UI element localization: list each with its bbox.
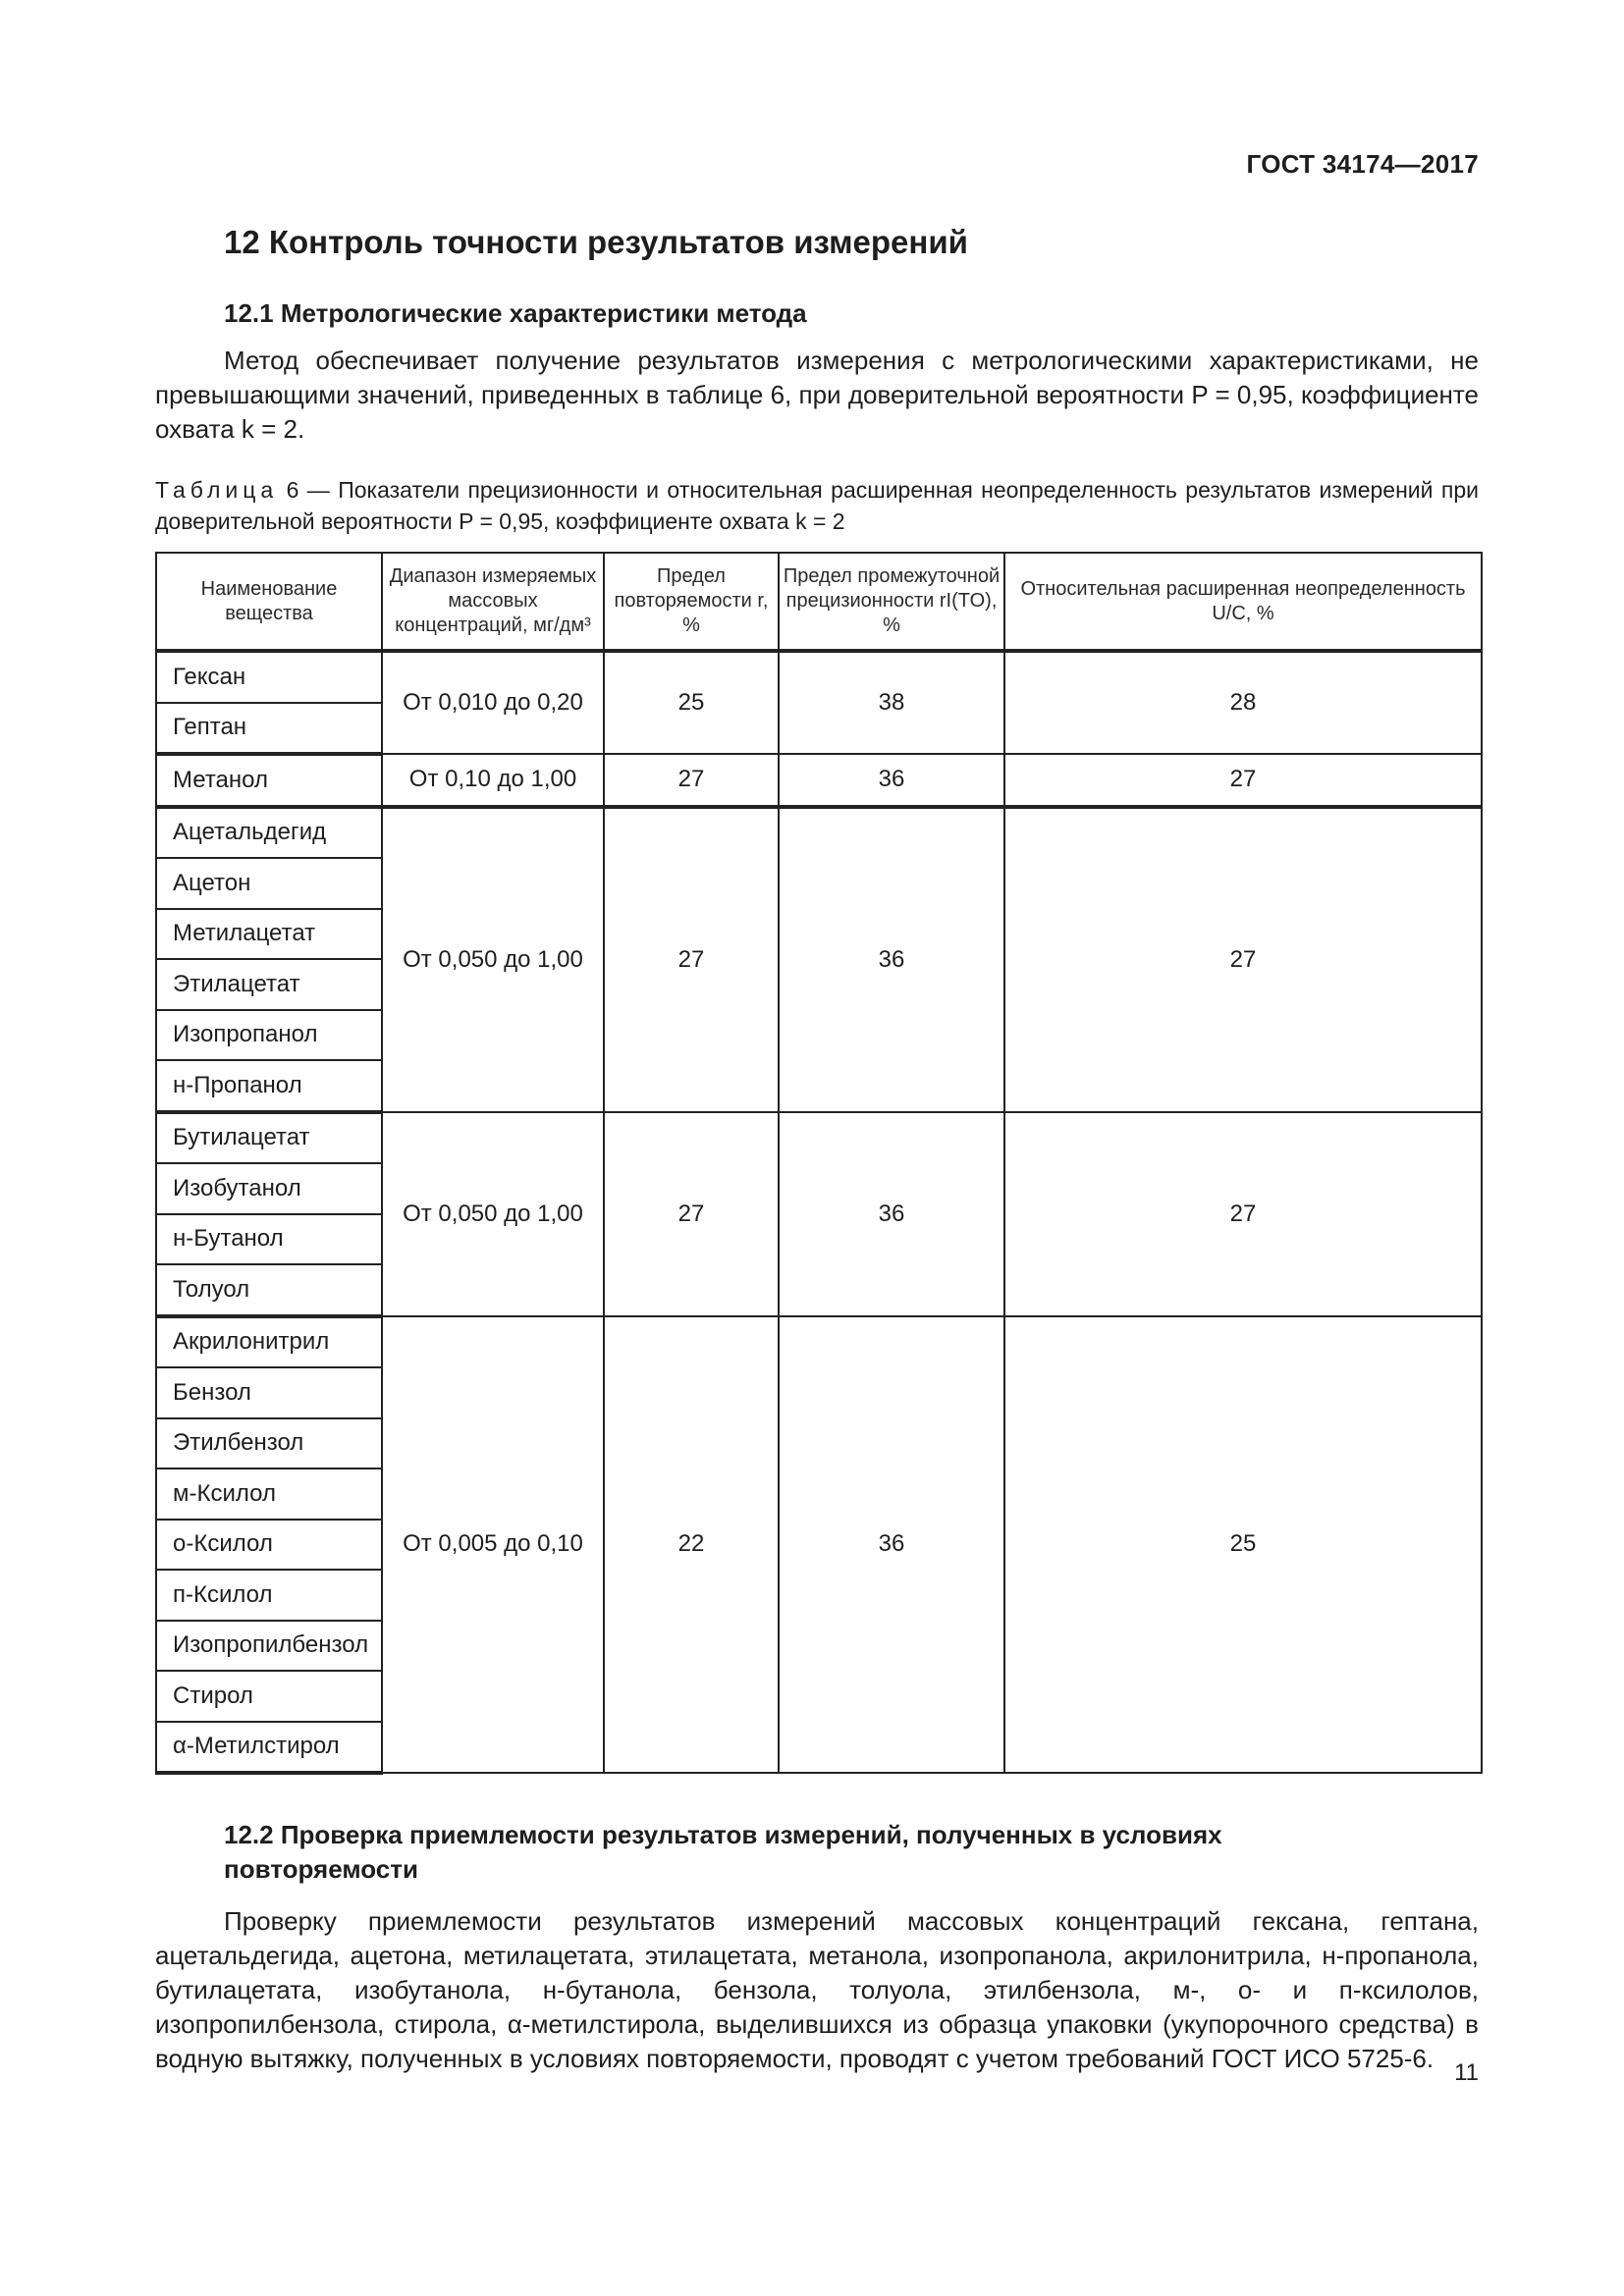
header-substance: Наименование вещества: [156, 553, 382, 651]
table-row: [156, 807, 1482, 859]
table-row: [156, 1316, 1482, 1368]
paragraph-text: Проверку приемлемости результатов измерений массовых концентраций гексана, гептана, ацетальдегида, ацетона, метилацетата, этилацетата, метанола, изопропанола, акрилонитрила, н-пропанола, бутилацетата, изобутанола, н-бутанола, бензола, толуола, этилбензола, м-, о- и п-ксилолов, изопропилбензола, стирола, α-метилстирола, выделившихся из образца упаковки (укупорочного средства) в водную вытяжку, полученных в условиях повторяемости, проводят с учетом требований ГОСТ ИСО 5725-6.: [155, 1906, 1479, 2073]
substance-name: Метанол: [156, 754, 382, 807]
substance-name: Этилбензол: [156, 1418, 382, 1469]
paragraph-acceptability: [155, 1904, 1479, 2076]
document-code: ГОСТ 34174—2017: [1246, 149, 1479, 179]
substance-name: н-Бутанол: [156, 1214, 382, 1265]
substance-name: Стирол: [156, 1671, 382, 1722]
intermediate-precision-cell: 36: [779, 807, 1004, 1112]
substance-name: Гексан: [156, 651, 382, 703]
header-intermediate-precision: Предел промежуточной прецизионности rI(TO), %: [779, 553, 1004, 651]
header-range: Диапазон измеряемых массовых концентраций, мг/дм³: [382, 553, 604, 651]
table-header-row: [156, 553, 1482, 651]
table-row: [156, 754, 1482, 807]
table-row: [156, 651, 1482, 703]
range-cell: От 0,050 до 1,00: [382, 1112, 604, 1316]
substance-name: Изопропанол: [156, 1010, 382, 1061]
uncertainty-cell: 27: [1004, 1112, 1482, 1316]
substance-name: Бутилацетат: [156, 1112, 382, 1164]
table-caption-text: 6 — Показатели прецизионности и относительная расширенная неопределенность результатов измерений при доверительной вероятности P = 0,95, коэффициенте охвата k = 2: [155, 477, 1479, 534]
uncertainty-cell: 27: [1004, 807, 1482, 1112]
substance-name: Толуол: [156, 1264, 382, 1316]
repeatability-cell: 25: [604, 651, 779, 754]
substance-name: Метилацетат: [156, 909, 382, 960]
table-row: [156, 1112, 1482, 1164]
substance-name: Этилацетат: [156, 959, 382, 1010]
header-repeatability: Предел повторяемости r, %: [604, 553, 779, 651]
precision-table: [155, 552, 1483, 1775]
range-cell: От 0,10 до 1,00: [382, 754, 604, 807]
paragraph-text: Метод обеспечивает получение результатов измерения с метрологическими характеристиками, не превышающими значений, приведенных в таблице 6, при доверительной вероятности P = 0,95, коэффициенте охвата k = 2.: [155, 346, 1479, 444]
substance-name: Ацетон: [156, 858, 382, 909]
intermediate-precision-cell: 38: [779, 651, 1004, 754]
uncertainty-cell: 28: [1004, 651, 1482, 754]
repeatability-cell: 27: [604, 807, 779, 1112]
substance-name: Ацетальдегид: [156, 807, 382, 859]
uncertainty-cell: 27: [1004, 754, 1482, 807]
substance-name: о-Ксилол: [156, 1520, 382, 1571]
range-cell: От 0,050 до 1,00: [382, 807, 604, 1112]
table-caption-label: Таблица: [155, 477, 279, 503]
substance-name: Изобутанол: [156, 1163, 382, 1214]
substance-name: м-Ксилол: [156, 1468, 382, 1520]
substance-name: Акрилонитрил: [156, 1316, 382, 1368]
section-title: 12 Контроль точности результатов измерений: [224, 224, 968, 260]
substance-name: Изопропилбензол: [156, 1621, 382, 1672]
subsection-title-12-2: 12.2 Проверка приемлемости результатов измерений, полученных в условиях повторяемости: [224, 1820, 1222, 1884]
page-number: 11: [1454, 2059, 1479, 2086]
range-cell: От 0,010 до 0,20: [382, 651, 604, 754]
substance-name: н-Пропанол: [156, 1060, 382, 1112]
intermediate-precision-cell: 36: [779, 1316, 1004, 1774]
table-body: [156, 651, 1482, 1773]
substance-name: Гептан: [156, 703, 382, 755]
uncertainty-cell: 25: [1004, 1316, 1482, 1774]
range-cell: От 0,005 до 0,10: [382, 1316, 604, 1774]
table-caption: [155, 474, 1479, 537]
repeatability-cell: 27: [604, 1112, 779, 1316]
intermediate-precision-cell: 36: [779, 754, 1004, 807]
subsection-title-12-1: 12.1 Метрологические характеристики метода: [224, 298, 807, 328]
substance-name: α-Метилстирол: [156, 1722, 382, 1774]
substance-name: п-Ксилол: [156, 1570, 382, 1621]
paragraph-metrology: [155, 344, 1479, 447]
repeatability-cell: 22: [604, 1316, 779, 1774]
repeatability-cell: 27: [604, 754, 779, 807]
substance-name: Бензол: [156, 1367, 382, 1418]
intermediate-precision-cell: 36: [779, 1112, 1004, 1316]
header-uncertainty: Относительная расширенная неопределенность U/C, %: [1004, 553, 1482, 651]
